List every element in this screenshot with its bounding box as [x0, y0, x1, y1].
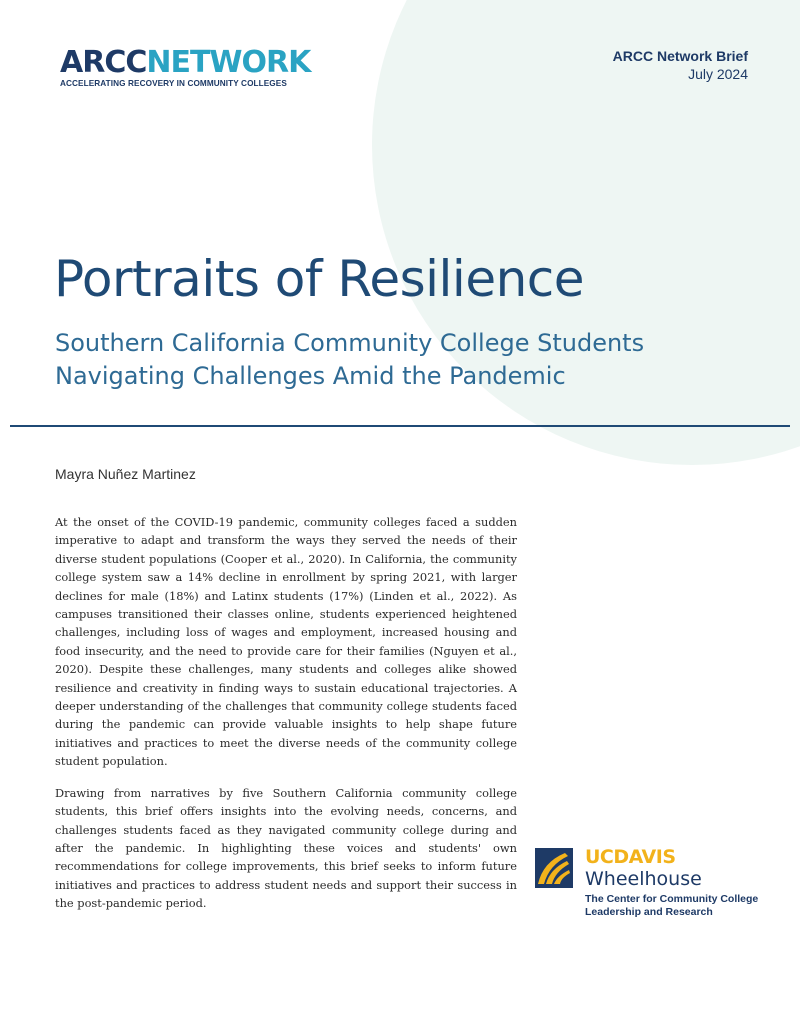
subtitle-line-2: Navigating Challenges Amid the Pandemic [55, 362, 566, 390]
brief-date: July 2024 [688, 66, 748, 82]
uc-davis-text-block [585, 846, 758, 919]
title-divider [10, 425, 790, 427]
page-title: Portraits of Resilience [54, 250, 585, 308]
body-text [55, 513, 517, 926]
page-subtitle [55, 327, 644, 393]
arcc-network-logo [60, 45, 311, 88]
uc-davis-wheelhouse-logo [535, 846, 758, 919]
wheelhouse-subtitle-line-1: The Center for Community College [585, 893, 759, 905]
wheelhouse-subtitle-line-2: Leadership and Research [585, 906, 713, 918]
logo-tagline: ACCELERATING RECOVERY IN COMMUNITY COLLEGES [60, 79, 287, 88]
uc-davis-wheelhouse-icon [535, 848, 573, 888]
wheelhouse-name: Wheelhouse [585, 868, 702, 890]
logo-wordmark-network: NETWORK [146, 45, 311, 80]
subtitle-line-1: Southern California Community College Students [55, 329, 645, 357]
wheelhouse-subtitle [585, 893, 758, 919]
brief-name: ARCC Network Brief [612, 48, 748, 64]
body-paragraph-2: Drawing from narratives by five Southern California community college students, this brief offers insights into the evolving needs, concerns, and challenges students faced as they navigated community college during and after the pandemic. In highlighting these voices and students' own recommendations for college improvements, this brief seeks to inform future initiatives and practices to address student needs and support their success in the post-pandemic period. [55, 785, 517, 911]
brief-info [613, 47, 748, 83]
logo-wordmark [60, 45, 311, 80]
author-name: Mayra Nuñez Martinez [55, 466, 196, 482]
body-paragraph-1: At the onset of the COVID-19 pandemic, community colleges faced a sudden imperative to adapt and transform the ways they served the needs of their diverse student populations (Cooper et al., 2020). In California, the community college system saw a 14% decline in enrollment by spring 2021, with larger declines for male (18%) and Latinx students (17%) (Linden et al., 2022). As campuses transitioned their classes online, students experienced heightened challenges, including loss of wages and employment, increased housing and food insecurity, and the need to provide care for their families (Nguyen et al., 2020). Despite these challenges, many students and colleges alike showed resilience and creativity in finding ways to sustain educational trajectories. A deeper understanding of the challenges that community college students faced during the pandemic can provide valuable insights to help shape future initiatives and practices to meet the diverse needs of the community college student population. [55, 515, 517, 769]
logo-wordmark-arcc: ARCC [60, 45, 147, 80]
uc-davis-name: UCDAVIS [585, 846, 676, 868]
